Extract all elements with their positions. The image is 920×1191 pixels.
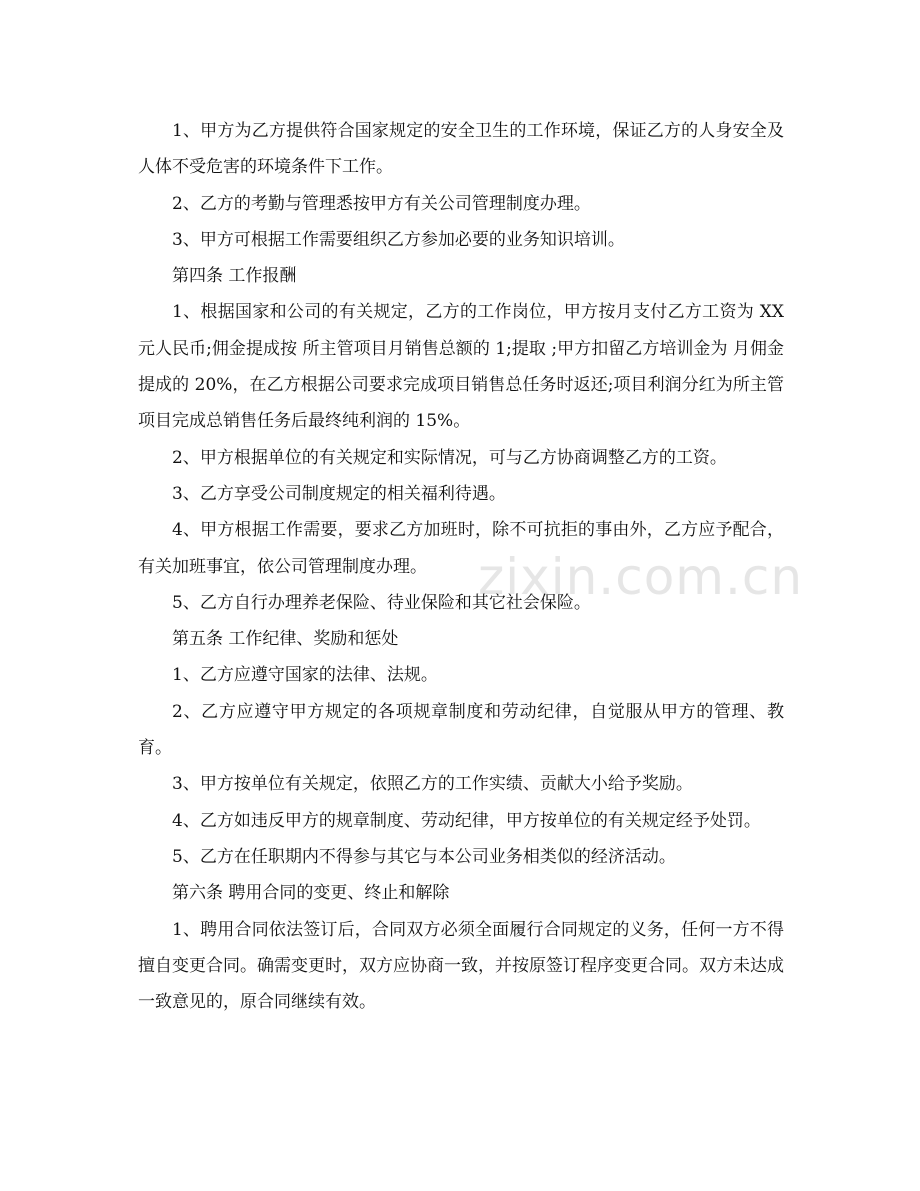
clause-5-insurance: 5、乙方自行办理养老保险、待业保险和其它社会保险。 (172, 592, 591, 613)
clause-4-penalties: 4、乙方如违反甲方的规章制度、劳动纪律，甲方按单位的有关规定经予处罚。 (172, 810, 761, 831)
clause-1-salary: 1、根据国家和公司的有关规定，乙方的工作岗位，甲方按月支付乙方工资为 XX 元人民币;佣金提成按 所主管项目月销售总额的 1;提取 ;甲方扣留乙方培训金为 月佣金提成的 20%，在乙方根据公司要求完成项目销售总任务时返还;项目利润分红为所主管项目完成总销售任务后最终纯利润的 15%。 (138, 302, 784, 432)
section-heading-article-6: 第六条 聘用合同的变更、终止和解除 (172, 883, 450, 904)
clause-2-attendance: 2、乙方的考勤与管理悉按甲方有关公司管理制度办理。 (172, 193, 591, 214)
clause-1-work-environment: 1、甲方为乙方提供符合国家规定的安全卫生的工作环境，保证乙方的人身安全及人体不受危害的环境条件下工作。 (138, 121, 784, 178)
clause-3-rewards: 3、甲方按单位有关规定，依照乙方的工作实绩、贡献大小给予奖励。 (172, 774, 693, 795)
clause-2-salary-adjustment: 2、甲方根据单位的有关规定和实际情况，可与乙方协商调整乙方的工资。 (172, 447, 727, 468)
clause-3-training: 3、甲方可根据工作需要组织乙方参加必要的业务知识培训。 (172, 229, 625, 250)
clause-4-overtime: 4、甲方根据工作需要，要求乙方加班时，除不可抗拒的事由外，乙方应予配合，有关加班事宜，依公司管理制度办理。 (138, 520, 784, 577)
clause-3-benefits: 3、乙方享受公司制度规定的相关福利待遇。 (172, 483, 506, 504)
document-body (138, 113, 784, 1020)
section-heading-article-5: 第五条 工作纪律、奖励和惩处 (172, 629, 399, 650)
clause-1-laws: 1、乙方应遵守国家的法律、法规。 (172, 665, 438, 686)
section-heading-article-4: 第四条 工作报酬 (172, 266, 297, 287)
clause-1-contract-change: 1、聘用合同依法签订后，合同双方必须全面履行合同规定的义务，任何一方不得擅自变更合同。确需变更时，双方应协商一致，并按原签订程序变更合同。双方未达成一致意见的，原合同继续有效。 (138, 919, 784, 1013)
clause-5-competition: 5、乙方在任职期内不得参与其它与本公司业务相类似的经济活动。 (172, 846, 676, 867)
clause-2-rules: 2、乙方应遵守甲方规定的各项规章制度和劳动纪律，自觉服从甲方的管理、教育。 (138, 701, 784, 759)
watermark: zixin.com.cn (478, 548, 804, 606)
